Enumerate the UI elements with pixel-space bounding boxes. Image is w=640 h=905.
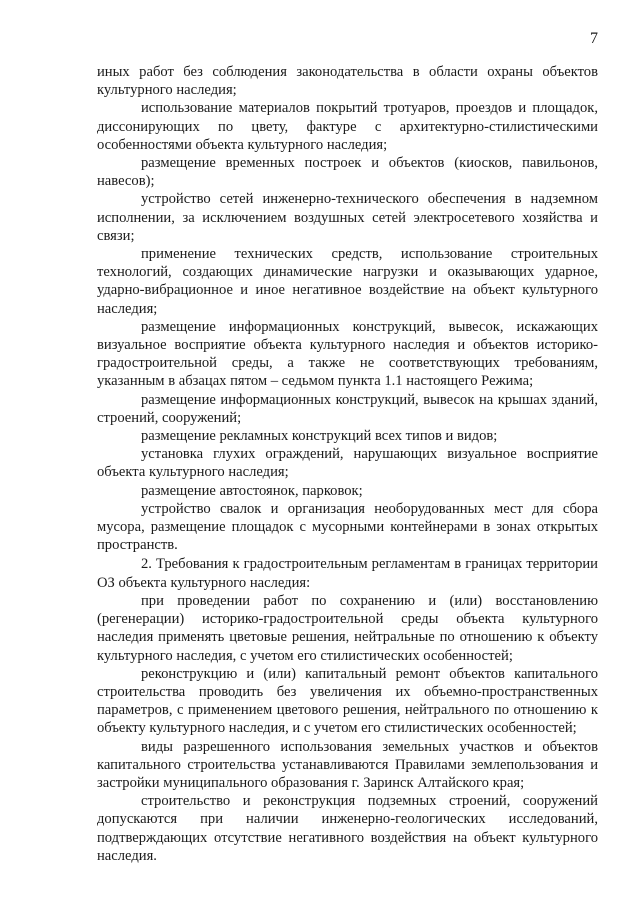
paragraph-2: использование материалов покрытий тротуаров, проездов и площадок, диссонирующих по цвету, фактуре с архитектурно-стилистическими особенностями объекта культурного наследия; — [97, 100, 598, 153]
paragraph-1: иных работ без соблюдения законодательства в области охраны объектов культурного наследия; — [97, 64, 598, 99]
section-2-heading: 2. Требования к градостроительным регламентам в границах территории ОЗ объекта культурного наследия: — [97, 556, 598, 591]
paragraph-6: размещение информационных конструкций, вывесок, искажающих визуальное восприятие объекта культурного наследия и объектов историко-градостроительной среды, а также не соответствующих требованиям, указанным в абзацах пятом – седьмом пункта 1.1 настоящего Режима; — [97, 318, 598, 390]
paragraph-3: размещение временных построек и объектов (киосков, павильонов, навесов); — [97, 155, 598, 190]
paragraph-5: применение технических средств, использование строительных технологий, создающих динамические нагрузки и оказывающих ударное, ударно-вибрационное и иное негативное воздействие на объект культурного наследия; — [97, 246, 598, 317]
paragraph-13: при проведении работ по сохранению и (или) восстановлению (регенерации) историко-градостроительной среды объекта культурного наследия применять цветовые решения, нейтральные по отношению к объекту культурного наследия, с учетом его стилистических особенностей; — [97, 592, 598, 664]
document-body — [97, 63, 598, 865]
paragraph-14: реконструкцию и (или) капитальный ремонт объектов капитального строительства проводить без увеличения их объемно-пространственных параметров, с применением цветового решения, нейтрального по отношению к объекту культурного наследия, и с учетом его стилистических особенностей; — [97, 665, 598, 737]
paragraph-15: виды разрешенного использования земельных участков и объектов капитального строительства устанавливаются Правилами землепользования и застройки муниципального образования г. Заринск Алтайского края; — [97, 738, 598, 791]
paragraph-8: размещение рекламных конструкций всех типов и видов; — [141, 428, 498, 445]
page-number: 7 — [590, 30, 598, 47]
paragraph-9: установка глухих ограждений, нарушающих визуальное восприятие объекта культурного наследия; — [97, 446, 598, 481]
paragraph-11: устройство свалок и организация необорудованных мест для сбора мусора, размещение площадок с мусорными контейнерами в зонах открытых пространств. — [97, 500, 598, 554]
paragraph-16: строительство и реконструкция подземных строений, сооружений допускаются при наличии инженерно-геологических исследований, подтверждающих отсутствие негативного воздействия на объект культурного наследия. — [97, 793, 598, 864]
paragraph-4: устройство сетей инженерно-технического обеспечения в надземном исполнении, за исключением воздушных сетей электросетевого хозяйства и связи; — [97, 191, 598, 244]
paragraph-10: размещение автостоянок, парковок; — [141, 482, 363, 499]
paragraph-7: размещение информационных конструкций, вывесок на крышах зданий, строений, сооружений; — [97, 391, 598, 426]
